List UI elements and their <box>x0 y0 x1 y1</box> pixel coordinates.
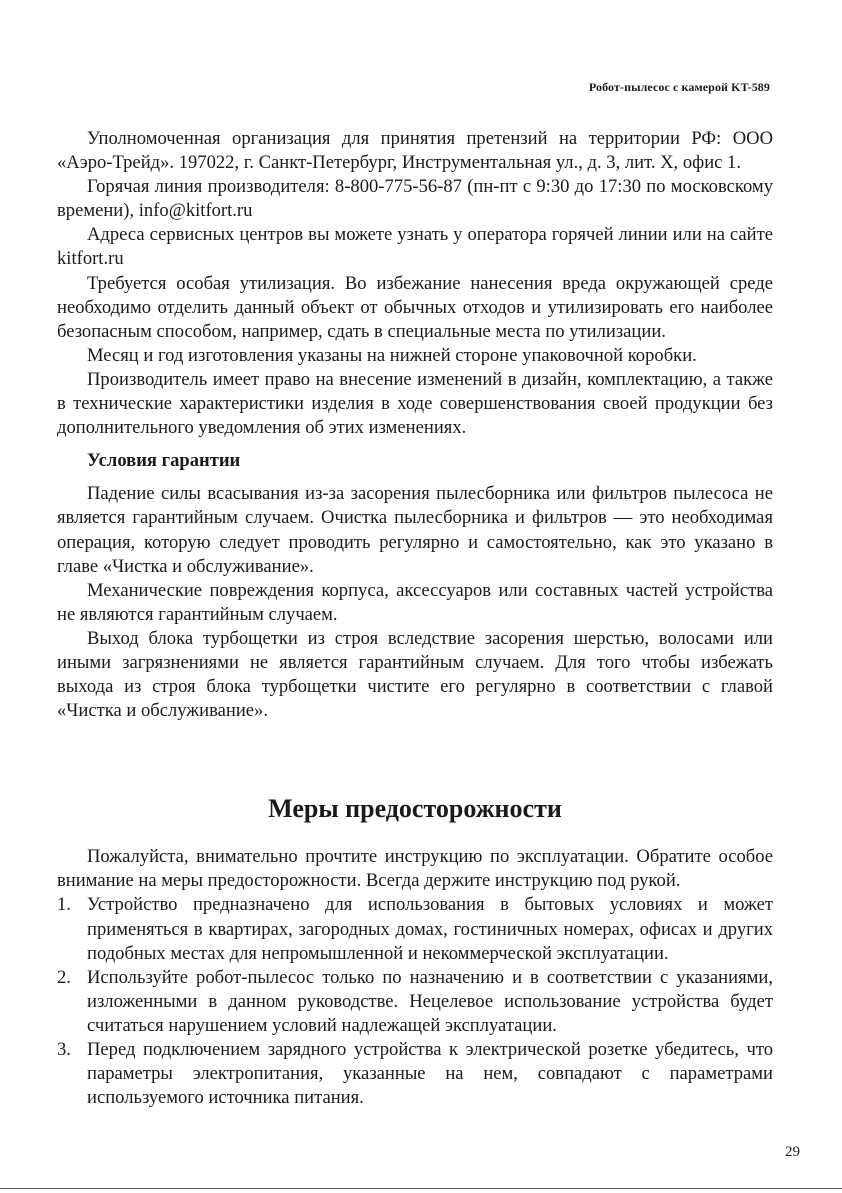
list-item-number: 3. <box>57 1039 71 1060</box>
footer-divider <box>0 1188 842 1189</box>
paragraph-service-centers: Адреса сервисных центров вы можете узнать у оператора горячей линии или на сайте kitfort.ru <box>57 224 773 270</box>
list-item <box>57 893 773 965</box>
paragraph-disposal: Требуется особая утилизация. Во избежание нанесения вреда окружающей среде необходимо отделить данный объект от обычных отходов и утилизировать его наиболее безопасным способом, например, сдать в специальные места по утилизации. <box>57 272 773 342</box>
paragraph-hotline: Горячая линия производителя: 8-800-775-56-87 (пн-пт с 9:30 до 17:30 по московскому времени), info@kitfort.ru <box>57 176 773 222</box>
precautions-list <box>57 893 773 1110</box>
paragraph-authorized-org: Уполномоченная организация для принятия претензий на территории РФ: ООО «Аэро-Трейд». 197022, г. Санкт-Петербург, Инструментальная ул., д. 3, лит. Х, офис 1. <box>57 128 773 174</box>
list-item-text: Устройство предназначено для использования в бытовых условиях и может применяться в квартирах, загородных домах, гостиничных номерах, офисах и других подобных местах для непромышленной и некоммерческой эксплуатации. <box>87 894 773 964</box>
list-item-text: Используйте робот-пылесос только по назначению и в соответствии с указаниями, изложенными в данном руководстве. Нецелевое использование устройства будет считаться нарушением условий надлежащей эксплуатации. <box>87 966 773 1036</box>
warranty-paragraph-suction: Падение силы всасывания из-за засорения пылесборника или фильтров пылесоса не является гарантийным случаем. Очистка пылесборника и фильтров — это необходимая операция, которую следует проводить регулярно и самостоятельно, как это указано в главе «Чистка и обслуживание». <box>57 483 773 577</box>
warranty-heading: Условия гарантии <box>87 450 241 472</box>
paragraph-manufacturer-rights: Производитель имеет право на внесение изменений в дизайн, комплектацию, а также в технические характеристики изделия в ходе совершенствования своей продукции без дополнительного уведомления об этих изменениях. <box>57 368 773 439</box>
list-item <box>57 1038 773 1110</box>
list-item-number: 1. <box>57 894 71 916</box>
page-title: Меры предосторожности <box>268 794 562 824</box>
page-content <box>57 127 773 1110</box>
page-number: 29 <box>785 1144 800 1160</box>
list-item-number: 2. <box>57 966 71 988</box>
warranty-paragraph-mechanical: Механические повреждения корпуса, аксессуаров или составных частей устройства не являются гарантийным случаем. <box>57 579 773 625</box>
list-item-text: Перед подключением зарядного устройства к электрической розетке убедитесь, что параметры электропитания, указанные на нем, совпадают с параметрами используемого источника питания. <box>87 1039 773 1109</box>
warranty-paragraph-turbobrush: Выход блока турбощетки из строя вследствие засорения шерстью, волосами или иными загрязнениями не является гарантийным случаем. Для того чтобы избежать выхода из строя блока турбощетки чистите его регулярно в соответствии с главой «Чистка и обслуживание». <box>57 627 773 722</box>
precautions-intro: Пожалуйста, внимательно прочтите инструкцию по эксплуатации. Обратите особое внимание на меры предосторожности. Всегда держите инструкцию под рукой. <box>57 846 773 892</box>
list-item <box>57 966 773 1038</box>
paragraph-manufacture-date: Месяц и год изготовления указаны на нижней стороне упаковочной коробки. <box>87 344 697 366</box>
running-header: Робот-пылесос с камерой KT-589 <box>588 80 770 94</box>
